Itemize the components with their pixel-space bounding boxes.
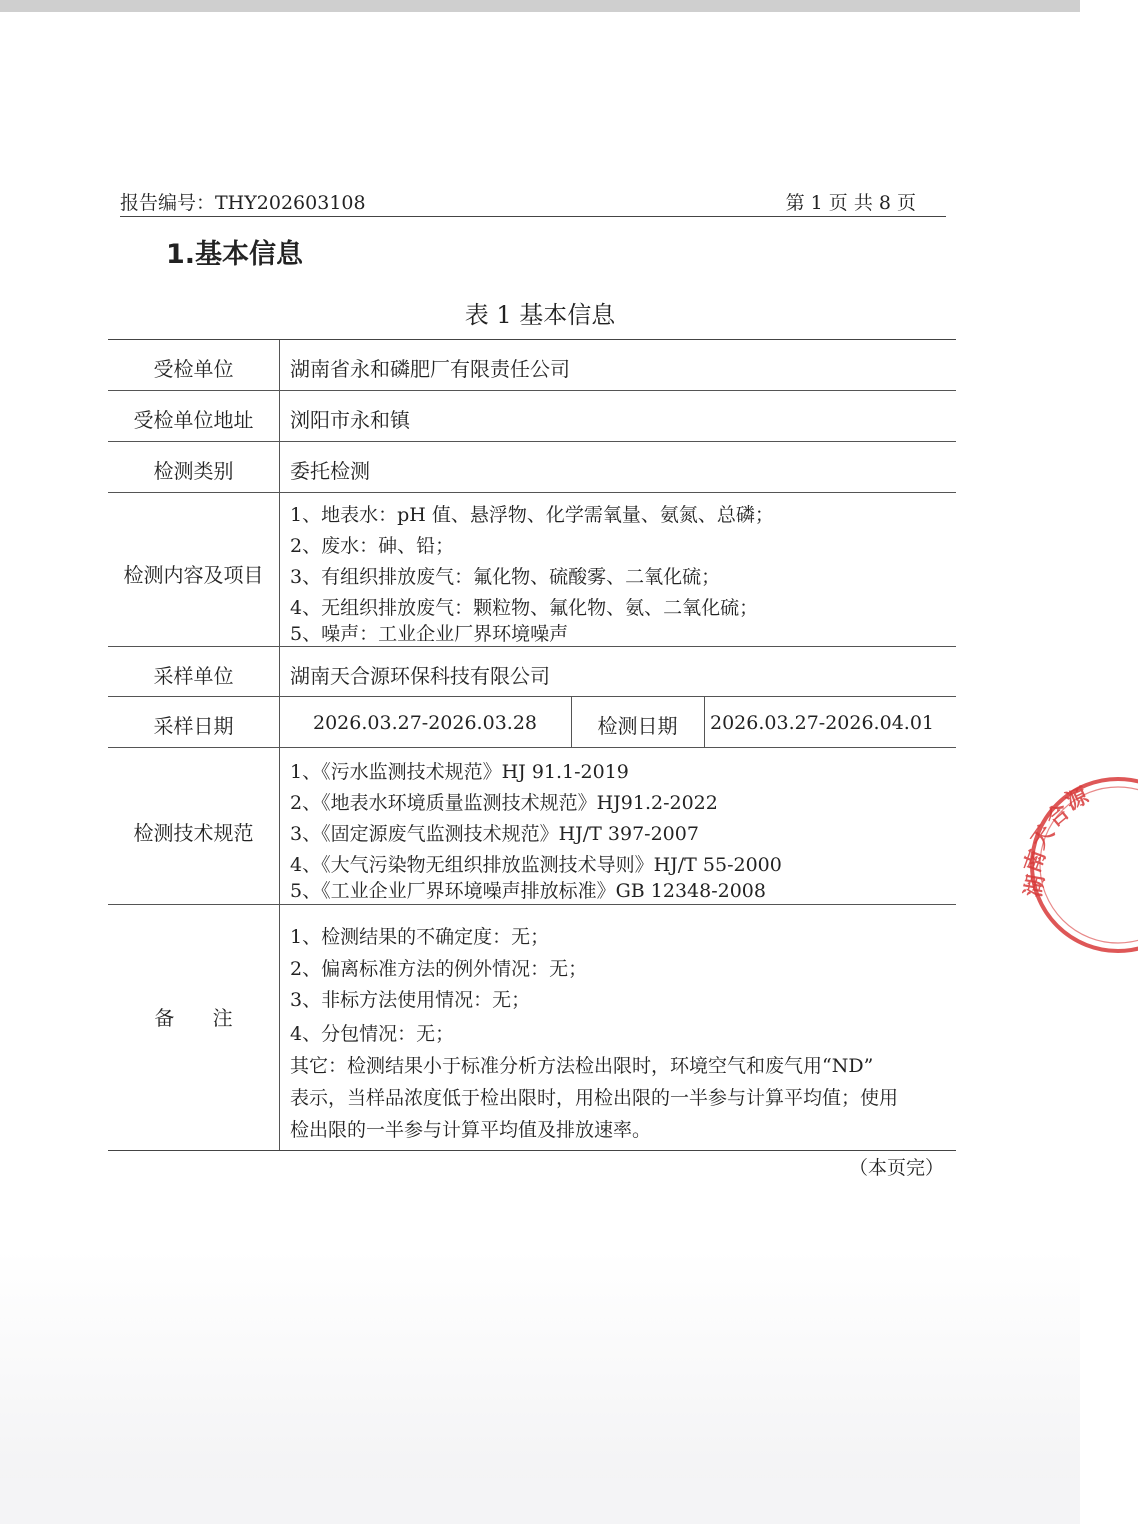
label-sampling-unit: 采样单位	[153, 664, 234, 688]
report-header	[120, 188, 946, 217]
svg-text:湖: 湖	[1021, 873, 1050, 900]
page-end-note: （本页完）	[848, 1157, 944, 1179]
standard-line-5: 5、《工业企业厂界环境噪声排放标准》GB 12348-2008	[290, 880, 766, 902]
label-test-items: 检测内容及项目	[123, 563, 264, 587]
top-border-bar	[0, 0, 1080, 12]
label-standards: 检测技术规范	[133, 821, 254, 845]
test-item-line-2: 2、废水：砷、铅；	[290, 535, 455, 557]
test-item-line-3: 3、有组织排放废气：氟化物、硫酸雾、二氧化硫；	[290, 566, 721, 588]
remark-line-2: 2、偏离标准方法的例外情况：无；	[290, 958, 588, 980]
label-remarks: 备 注	[154, 1006, 233, 1030]
page-bottom-strip	[0, 1478, 1080, 1524]
table-row-test-type	[108, 441, 956, 493]
standard-line-4: 4、《大气污染物无组织排放监测技术导则》HJ/T 55-2000	[290, 854, 782, 876]
value-inspected-unit: 湖南省永和磷肥厂有限责任公司	[290, 357, 570, 381]
standard-line-3: 3、《固定源废气监测技术规范》HJ/T 397-2007	[290, 823, 699, 845]
test-item-line-4: 4、无组织排放废气：颗粒物、氟化物、氨、二氧化硫；	[290, 597, 759, 619]
standard-line-1: 1、《污水监测技术规范》HJ 91.1-2019	[290, 761, 629, 783]
remark-line-5: 其它：检测结果小于标准分析方法检出限时，环境空气和废气用“ND”	[290, 1055, 874, 1077]
remark-line-3: 3、非标方法使用情况：无；	[290, 989, 531, 1011]
remark-line-1: 1、检测结果的不确定度：无；	[290, 926, 550, 948]
svg-text:南: 南	[1020, 846, 1052, 877]
report-number: 报告编号：THY202603108	[120, 192, 366, 214]
label-inspected-unit: 受检单位	[153, 357, 234, 381]
label-unit-address: 受检单位地址	[133, 408, 254, 432]
label-testing-date: 检测日期	[597, 714, 678, 738]
standard-line-2: 2、《地表水环境质量监测技术规范》HJ91.2-2022	[290, 792, 718, 814]
value-sampling-date: 2026.03.27-2026.03.28	[313, 712, 537, 734]
table-row-remarks	[108, 904, 956, 1151]
label-test-type: 检测类别	[153, 459, 234, 483]
table-row-sampling-unit	[108, 646, 956, 697]
svg-text:合: 合	[1041, 799, 1075, 833]
value-testing-date: 2026.03.27-2026.04.01	[710, 712, 934, 734]
table-row-inspected-unit	[108, 340, 956, 390]
label-sampling-date: 采样日期	[153, 714, 234, 738]
svg-text:源: 源	[1061, 783, 1093, 816]
value-unit-address: 浏阳市永和镇	[290, 408, 410, 432]
svg-text:天: 天	[1026, 821, 1060, 854]
table-row-standards	[108, 747, 956, 905]
page-indicator: 第 1 页 共 8 页	[785, 192, 916, 214]
table-title: 表 1 基本信息	[464, 301, 616, 329]
table-row-dates	[108, 696, 956, 748]
section-title: 1.基本信息	[166, 239, 304, 270]
value-test-type: 委托检测	[290, 459, 370, 483]
remark-line-4: 4、分包情况：无；	[290, 1023, 455, 1045]
remark-line-6: 表示，当样品浓度低于检出限时，用检出限的一半参与计算平均值；使用	[290, 1087, 899, 1109]
table-row-test-items	[108, 492, 956, 647]
value-sampling-unit: 湖南天合源环保科技有限公司	[290, 664, 550, 688]
remark-line-7: 检出限的一半参与计算平均值及排放速率。	[290, 1119, 652, 1141]
table-row-unit-address	[108, 390, 956, 442]
basic-info-table	[108, 339, 956, 1151]
date-divider-right	[704, 697, 705, 748]
test-item-line-5: 5、噪声：工业企业厂界环境噪声	[290, 623, 569, 645]
test-item-line-1: 1、地表水：pH 值、悬浮物、化学需氧量、氨氮、总磷；	[290, 504, 774, 526]
company-seal-stamp	[1018, 770, 1138, 970]
